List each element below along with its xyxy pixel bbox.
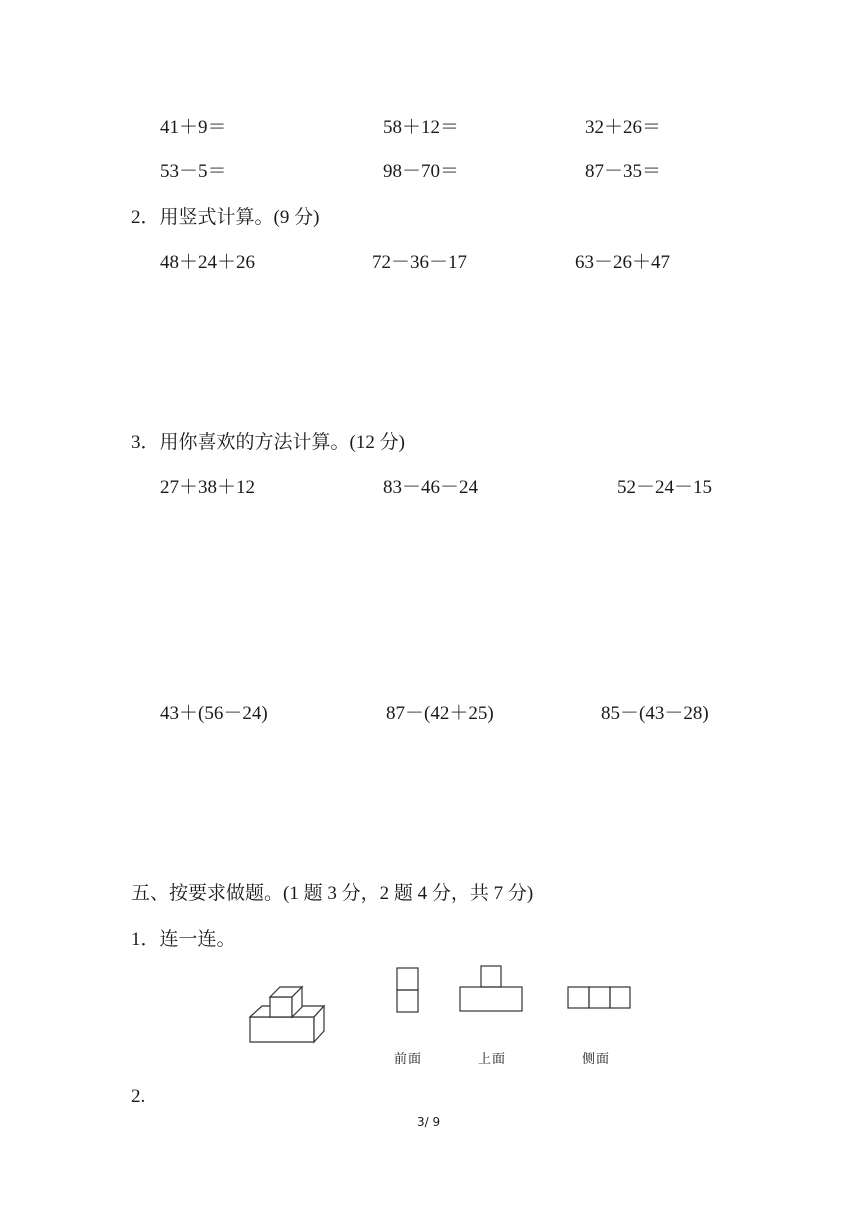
- calc-1-1: 27＋38＋12: [160, 477, 256, 498]
- vertical-calc-1: 48＋24＋26: [160, 252, 256, 273]
- vertical-calc-2: 72－36－17: [372, 252, 468, 273]
- equation-1-1: 41＋9＝: [160, 117, 227, 138]
- calc-2-3: 85－(43－28): [601, 703, 709, 724]
- label-front: 前面: [394, 1052, 423, 1067]
- section-5-q1-title: 1．连一连。: [131, 929, 236, 950]
- calc-2-2: 87－(42＋25): [386, 703, 494, 724]
- equation-2-3: 87－35＝: [585, 161, 662, 182]
- page-number: 3/ 9: [417, 1115, 441, 1129]
- vertical-calc-3: 63－26＋47: [575, 252, 671, 273]
- equation-2-2: 98－70＝: [383, 161, 460, 182]
- label-top: 上面: [478, 1052, 507, 1067]
- equation-1-3: 32＋26＝: [585, 117, 662, 138]
- question-3-title: 3．用你喜欢的方法计算。(12 分): [131, 432, 405, 453]
- question-2-title: 2．用竖式计算。(9 分): [131, 207, 320, 228]
- section-5-title: 五、按要求做题。(1 题 3 分，2 题 4 分，共 7 分): [131, 883, 534, 904]
- section-5-q2-title: 2.: [131, 1086, 146, 1107]
- calc-2-1: 43＋(56－24): [160, 703, 268, 724]
- calc-1-3: 52－24－15: [617, 477, 713, 498]
- equation-1-2: 58＋12＝: [383, 117, 460, 138]
- label-side: 侧面: [582, 1052, 611, 1067]
- equation-2-1: 53－5＝: [160, 161, 227, 182]
- calc-1-2: 83－46－24: [383, 477, 479, 498]
